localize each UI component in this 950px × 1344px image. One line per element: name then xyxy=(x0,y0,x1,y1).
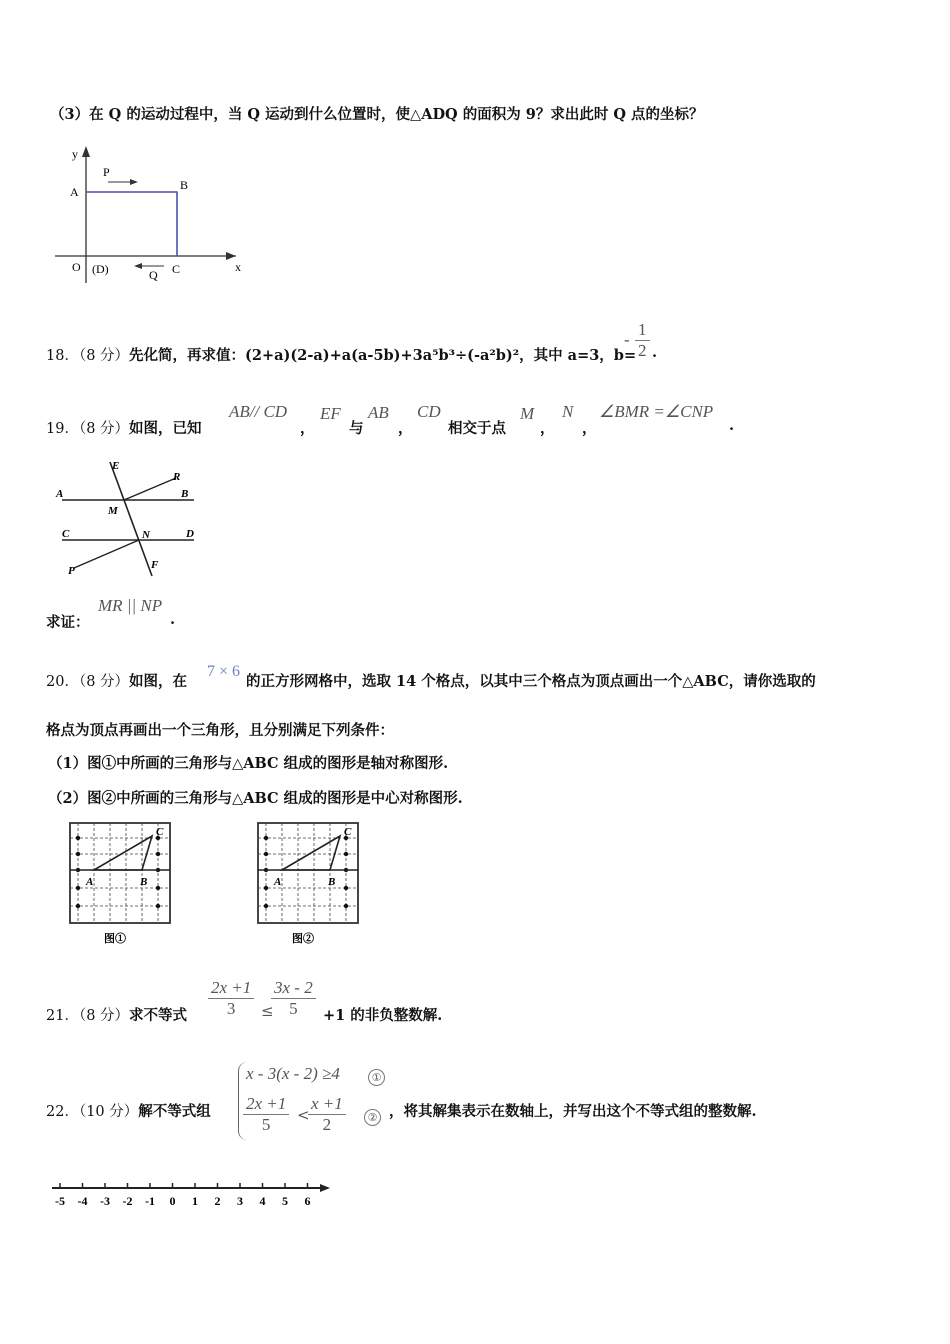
q20-line2: 格点为顶点再画出一个三角形，且分别满足下列条件： xyxy=(46,722,394,739)
q21-f2-num: 3x - 2 xyxy=(274,978,313,997)
fig17-y-label: y xyxy=(72,147,78,161)
q18-frac-num: 1 xyxy=(638,320,647,339)
fig17-q-label: Q xyxy=(149,268,158,282)
q18-end: . xyxy=(652,344,658,361)
q18-fraction xyxy=(635,320,650,361)
q18-score: （8 分） xyxy=(78,348,130,364)
q19-end2: . xyxy=(170,611,176,628)
q20-lead: 如图，在 xyxy=(129,673,188,690)
q20-line1 xyxy=(46,670,187,691)
number-line-label: 4 xyxy=(259,1194,266,1208)
q22-inequality-1: x - 3(x - 2) ≥4 xyxy=(246,1064,340,1083)
q17-part3-text: （3）在 Q 的运动过程中，当 Q 运动到什么位置时，使△ADQ 的面积为 9？求出此时 Q 点的坐标？ xyxy=(50,106,704,123)
number-line-label: -2 xyxy=(122,1194,133,1208)
q21-fraction-left xyxy=(208,978,254,1019)
number-line-label: 5 xyxy=(282,1194,288,1208)
q22-f1-num: 2x +1 xyxy=(246,1094,287,1113)
q21-tail: +1 的非负整数解. xyxy=(323,1007,443,1024)
q20-grid-figure-1 xyxy=(64,818,184,948)
fig20b-b: B xyxy=(328,876,336,888)
fig17-p-label: P xyxy=(103,165,110,179)
fig19-p: P xyxy=(68,565,75,577)
q19-math-ef: EF xyxy=(320,404,341,423)
q18-number: 18． xyxy=(46,348,79,364)
fig19-d: D xyxy=(186,528,194,540)
q20-grid-figure-2 xyxy=(252,818,372,948)
fig19-a: A xyxy=(56,488,64,500)
fig17-c-label: C xyxy=(172,262,181,276)
q21-f1-den: 3 xyxy=(208,998,254,1019)
q19-math-ab: AB xyxy=(368,403,389,422)
q22-mark-1 xyxy=(368,1066,385,1086)
q21-number: 21． xyxy=(46,1008,79,1024)
number-line-label: 1 xyxy=(192,1194,198,1208)
q19-number: 19． xyxy=(46,421,79,437)
number-line-label: -5 xyxy=(55,1194,65,1208)
q22-f1-den: 5 xyxy=(243,1114,289,1135)
q22-fraction-left xyxy=(243,1094,289,1135)
q22-f2-num: x +1 xyxy=(311,1094,343,1113)
q22-mark-2-circle: ② xyxy=(364,1109,381,1126)
q17-coordinate-figure xyxy=(50,140,250,290)
q20-rest: 的正方形网格中，选取 14 个格点，以其中三个格点为顶点画出一个△ABC，请你选取的 xyxy=(246,673,816,690)
q19-figure xyxy=(52,458,202,583)
q22-f2-den: 2 xyxy=(308,1114,346,1135)
q21-score: （8 分） xyxy=(78,1008,130,1024)
number-line-label: -1 xyxy=(145,1194,155,1208)
q21-f1-num: 2x +1 xyxy=(211,978,252,997)
fig17-x-label: x xyxy=(235,260,241,274)
q18-text: 先化简，再求值：(2+a)(2-a)+a(a-5b)+3a⁵b³÷(-a²b)²，其中 a=3，b= xyxy=(129,347,637,364)
fig19-m: M xyxy=(108,505,118,517)
q21-lead-text: 求不等式 xyxy=(129,1007,188,1024)
q22-score: （10 分） xyxy=(78,1104,139,1120)
q18-frac-den: 2 xyxy=(635,340,650,361)
q19-math-mr-np: MR || NP xyxy=(98,596,163,615)
q22-mark-2 xyxy=(364,1106,381,1126)
q19-sep2: ， xyxy=(398,420,413,437)
fig19-f: F xyxy=(151,559,159,571)
fig20b-c: C xyxy=(344,826,352,838)
q19-sep3: ， xyxy=(540,420,555,437)
q22-lead-text: 解不等式组 xyxy=(138,1103,211,1120)
q19-lead xyxy=(46,417,202,438)
fig19-c: C xyxy=(62,528,70,540)
q19-math-ab-cd: AB// CD xyxy=(229,402,288,421)
q19-word-with: 与 xyxy=(349,420,364,437)
q20-condition-1: （1）图①中所画的三角形与△ABC 组成的图形是轴对称图形. xyxy=(48,755,449,772)
fig17-o-label: O xyxy=(72,260,81,274)
fig17-d-label: (D) xyxy=(92,262,109,276)
q19-end: . xyxy=(729,417,735,434)
q19-math-angle: ∠BMR =∠CNP xyxy=(599,402,714,421)
q18-neg-sign: - xyxy=(624,330,630,349)
fig19-e: E xyxy=(112,460,120,472)
number-line xyxy=(48,1176,338,1216)
q18-line xyxy=(46,344,636,365)
fig20a-a: A xyxy=(86,876,94,888)
q21-lead xyxy=(46,1004,187,1025)
q22-lt: < xyxy=(297,1106,310,1124)
fig19-r: R xyxy=(173,471,181,483)
q19-sep1: ， xyxy=(300,420,315,437)
q19-math-m: M xyxy=(520,404,535,423)
q19-word-intersect: 相交于点 xyxy=(448,420,506,437)
q20-condition-2: （2）图②中所画的三角形与△ABC 组成的图形是中心对称图形. xyxy=(48,790,463,807)
fig19-b: B xyxy=(181,488,189,500)
fig20a-caption: 图① xyxy=(104,933,126,945)
q19-lead-text: 如图，已知 xyxy=(129,420,202,437)
fig19-n: N xyxy=(142,529,150,541)
fig20a-b: B xyxy=(140,876,148,888)
fig20a-c: C xyxy=(156,826,164,838)
q22-fraction-right xyxy=(308,1094,346,1135)
q19-sep4: ， xyxy=(582,420,597,437)
q21-le: ≤ xyxy=(261,1002,274,1020)
number-line-label: -4 xyxy=(77,1194,88,1208)
fig20b-a: A xyxy=(274,876,282,888)
number-line-label: 0 xyxy=(169,1194,176,1208)
q22-lead xyxy=(46,1100,211,1121)
q20-grid-size: 7 × 6 xyxy=(207,663,241,680)
q19-math-n: N xyxy=(562,402,574,421)
q22-mark-1-circle: ① xyxy=(368,1069,385,1086)
fig20b-caption: 图② xyxy=(292,933,314,945)
q19-score: （8 分） xyxy=(78,421,130,437)
fig17-a-label: A xyxy=(70,185,79,199)
q22-tail: ，将其解集表示在数轴上，并写出这个不等式组的整数解. xyxy=(389,1103,757,1120)
q21-fraction-right xyxy=(271,978,316,1019)
number-line-label: 6 xyxy=(304,1194,311,1208)
number-line-label: -3 xyxy=(100,1194,110,1208)
q22-number: 22． xyxy=(46,1104,79,1120)
fig17-b-label: B xyxy=(180,178,189,192)
number-line-label: 2 xyxy=(214,1194,221,1208)
number-line-label: 3 xyxy=(237,1194,243,1208)
q19-prove-label: 求证： xyxy=(46,614,90,631)
q20-number: 20． xyxy=(46,674,79,690)
q21-f2-den: 5 xyxy=(271,998,316,1019)
q20-score: （8 分） xyxy=(78,674,130,690)
q19-math-cd: CD xyxy=(417,402,441,421)
